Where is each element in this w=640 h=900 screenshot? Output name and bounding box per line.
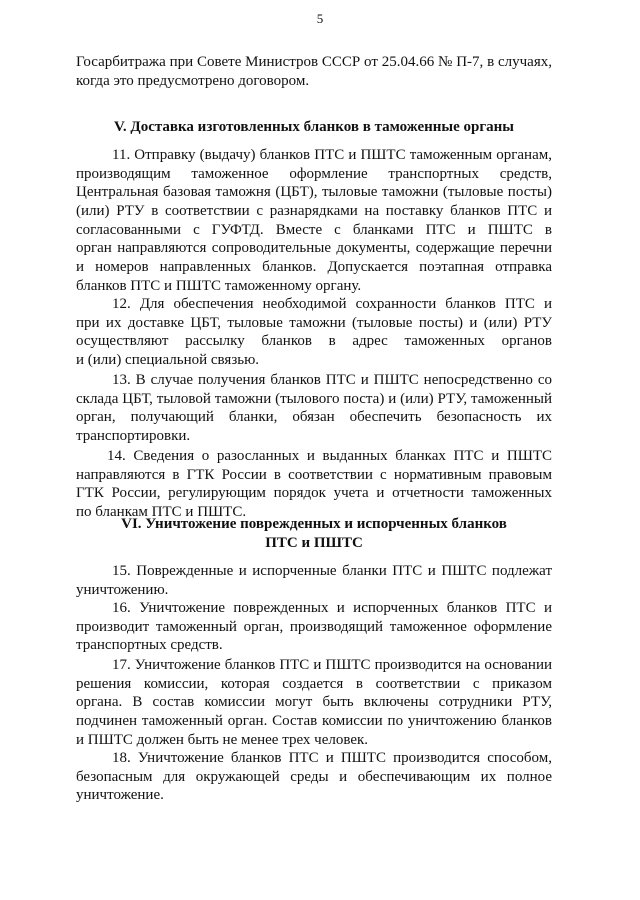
text-line: орган, получающий бланки, обязан обеспечить безопасность их (76, 409, 552, 426)
text-line: производящим таможенное оформление транспортных средств, (76, 165, 552, 182)
heading-line: V. Доставка изготовленных бланков в таможенные органы (113, 119, 515, 135)
text-line: склада ЦБТ, тыловой таможни (тылового поста) и (или) РТУ, таможенный (76, 390, 552, 407)
text-line: уничтожение. (76, 787, 164, 804)
text-line: и номеров направленных бланков. Допускается поэтапная отправка (76, 259, 552, 276)
text-line: 18. Уничтожение бланков ПТС и ПШТС производится способом, (112, 750, 552, 766)
text-line: осуществляют рассылку бланков в адрес таможенных органов (76, 333, 552, 350)
text-line: Госарбитража при Совете Министров СССР от 25.04.66 № П-7, в случаях, (76, 54, 552, 70)
text-line: по бланкам ПТС и ПШТС. (76, 504, 247, 521)
text-line: 17. Уничтожение бланков ПТС и ПШТС производится на основании (112, 657, 552, 673)
text-line: ГТК России, регулирующим порядок учета и отчетности таможенных (76, 485, 552, 502)
paragraph (76, 599, 552, 655)
heading-line: VI. Уничтожение поврежденных и испорченных бланков (121, 516, 507, 532)
section-heading (76, 118, 552, 137)
paragraph (76, 447, 552, 522)
paragraph (76, 295, 552, 370)
text-line: и ПШТС должен быть не менее трех человек. (76, 731, 369, 748)
heading-line: ПТС и ПШТС (265, 534, 363, 551)
text-line: решения комиссии, которая создается в соответствии с приказом (76, 675, 552, 692)
text-line: направляются в ГТК России в соответствии с нормативным правовым (76, 466, 552, 483)
text-line: (или) РТУ в соответствии с разнарядками на поставку бланков ПТС и (76, 203, 552, 220)
paragraph (76, 146, 552, 296)
text-line: 16. Уничтожение поврежденных и испорченных бланков ПТС и (112, 600, 552, 616)
text-line: подчинен таможенный орган. Состав комиссии по уничтожению бланков (76, 713, 552, 730)
text-line: органа. В состав комиссии могут быть включены сотрудники РТУ, (76, 694, 552, 711)
page-number: 5 (316, 11, 324, 26)
paragraph (76, 749, 552, 805)
text-line: Центральная базовая таможня (ЦБТ), тыловые таможни (тыловые посты) (76, 184, 552, 201)
text-line: согласованными с ГУФТД. Вместе с бланками ПТС и ПШТС в (76, 221, 552, 238)
text-line: 12. Для обеспечения необходимой сохранности бланков ПТС и (112, 296, 552, 312)
text-line: 13. В случае получения бланков ПТС и ПШТС непосредственно со (112, 372, 552, 388)
text-line: бланков ПТС и ПШТС таможенному органу. (76, 277, 362, 294)
text-line: 14. Сведения о разосланных и выданных бланках ПТС и ПШТС (107, 448, 552, 464)
text-line: 11. Отправку (выдачу) бланков ПТС и ПШТС таможенным органам, (112, 147, 552, 163)
text-line: уничтожению. (76, 581, 169, 598)
text-line: транспортировки. (76, 428, 191, 445)
paragraph (76, 562, 552, 599)
text-line: когда это предусмотрено договором. (76, 72, 310, 89)
text-line: и (или) специальной связью. (76, 352, 260, 369)
text-line: при их доставке ЦБТ, тыловые таможни (тыловые посты) и (или) РТУ (76, 314, 552, 331)
text-line: орган направляются сопроводительные документы, содержащие перечни (76, 240, 552, 257)
section-heading (76, 515, 552, 552)
text-line: безопасным для окружающей среды и обеспечивающим их полное (76, 768, 552, 785)
paragraph (76, 371, 552, 446)
text-line: производит таможенный орган, производящий таможенное оформление (76, 618, 552, 635)
paragraph (76, 656, 552, 749)
text-line: транспортных средств. (76, 637, 223, 654)
text-line: 15. Поврежденные и испорченные бланки ПТС и ПШТС подлежат (112, 563, 552, 579)
paragraph (76, 53, 552, 90)
